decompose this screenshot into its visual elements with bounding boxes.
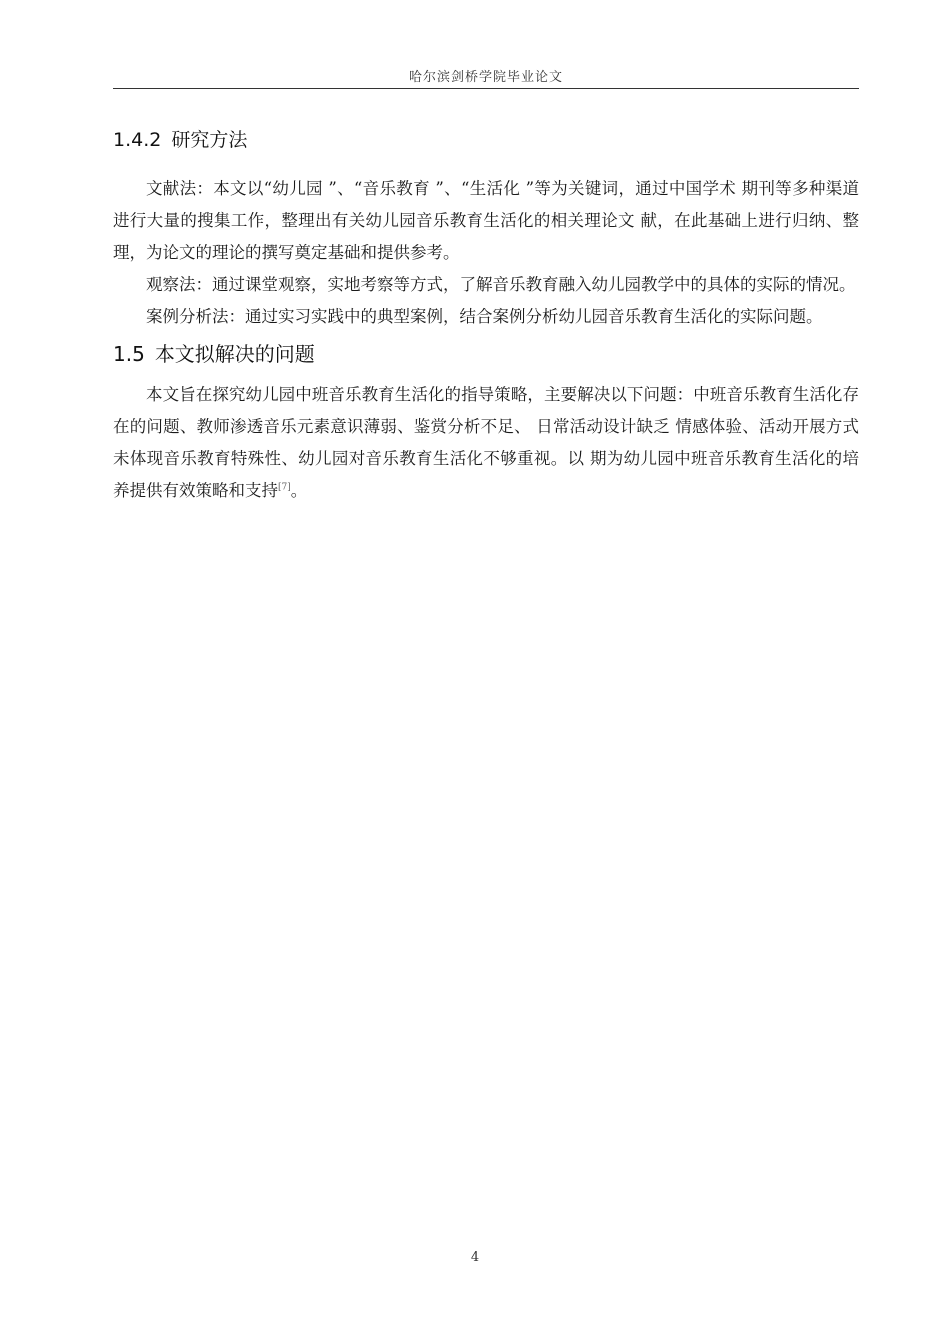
section-number: 1.4.2 — [113, 129, 162, 151]
page-number: 4 — [470, 1250, 480, 1265]
running-header: 哈尔滨剑桥学院毕业论文 — [408, 70, 563, 85]
paragraph-text: 本文旨在探究幼儿园中班音乐教育生活化的指导策略，主要解决以下问题：中班音乐教育生活化存在的问题、教师渗透音乐元素意识薄弱、鉴赏分析不足、 日常活动设计缺乏 情感体验、活动开展方式未体现音乐教育特殊性、幼儿园对音乐教育生活化不够重视。以 期为幼儿园中班音乐教育生活化的培养提供有效策略和支持 — [113, 385, 859, 500]
paragraph-observation-method: 观察法：通过课堂观察，实地考察等方式，了解音乐教育融入幼儿园教学中的具体的实际的情况。 — [146, 275, 856, 294]
section-number: 1.5 — [113, 342, 145, 366]
section-title: 研究方法 — [171, 129, 248, 151]
paragraph-literature-method: 文献法：本文以“幼儿园 ”、“音乐教育 ”、“生活化 ”等为关键词，通过中国学术 期刊等多种渠道进行大量的搜集工作，整理出有关幼儿园音乐教育生活化的相关理论文 献，在此基础上进行归纳、整理，为论文的理论的撰写奠定基础和提供参考。 — [113, 179, 859, 262]
citation-reference[interactable]: [7] — [278, 482, 291, 493]
paragraph-case-analysis-method: 案例分析法：通过实习实践中的典型案例，结合案例分析幼儿园音乐教育生活化的实际问题。 — [146, 307, 823, 326]
header-rule — [113, 88, 859, 89]
page-content — [113, 125, 859, 507]
paragraph-problems — [113, 379, 859, 507]
section-heading-1-5 — [113, 339, 859, 369]
paragraph-ending: 。 — [290, 481, 308, 500]
section-heading-1-4-2 — [113, 125, 859, 155]
section-title: 本文拟解决的问题 — [154, 342, 315, 366]
